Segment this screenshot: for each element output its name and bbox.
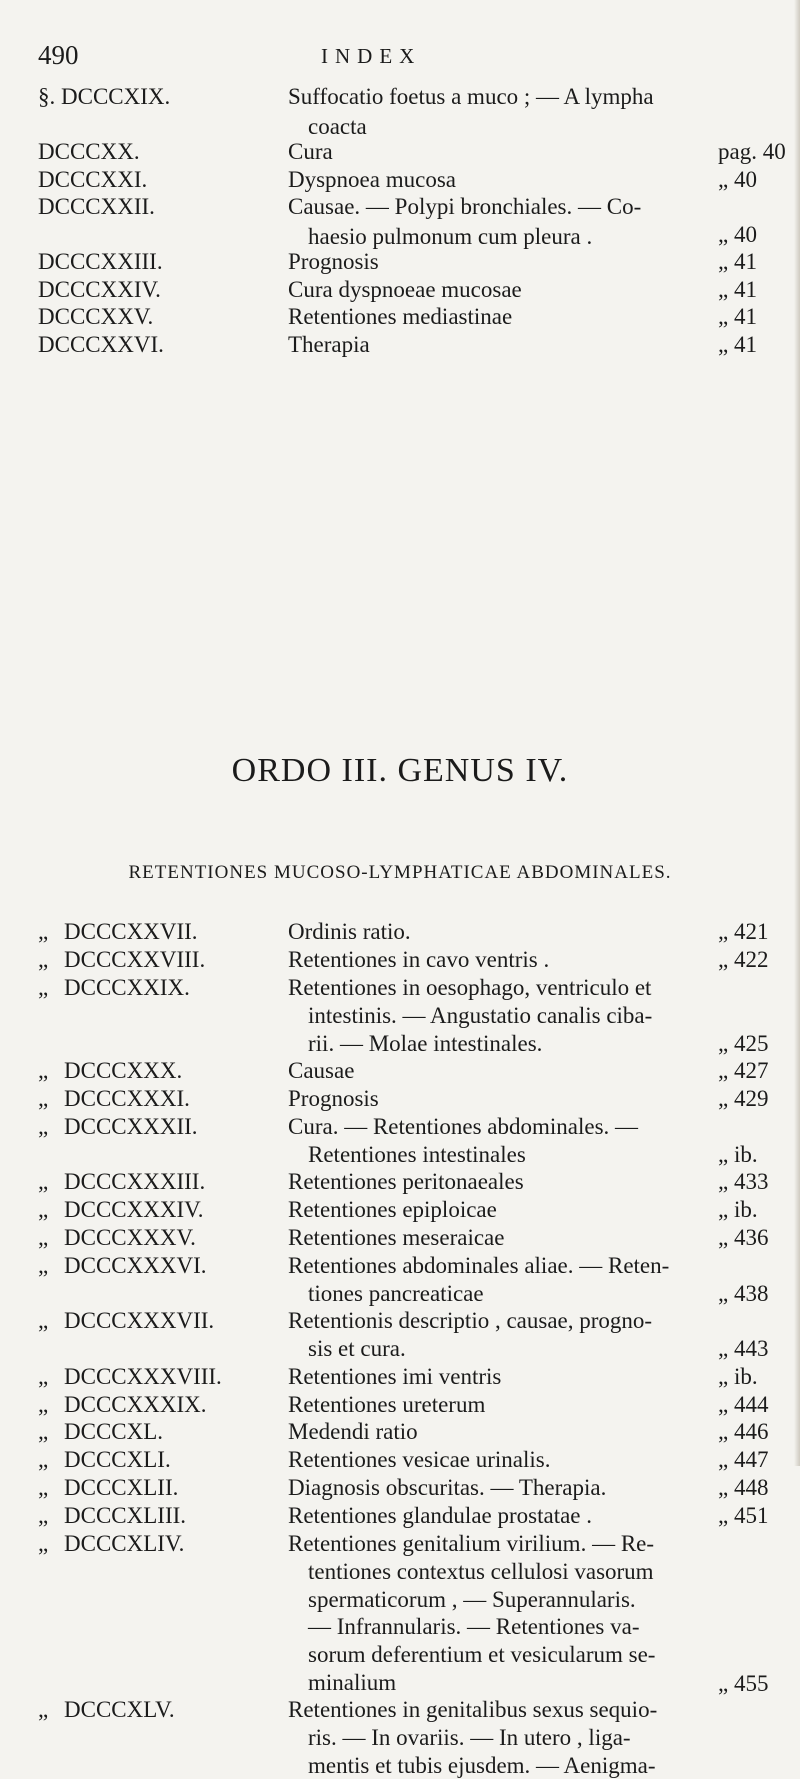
- section-number: „ DCCCXXXV.: [38, 1225, 196, 1250]
- page-reference: „ 41: [718, 332, 757, 357]
- index-entry: [38, 1113, 780, 1169]
- index-entry: [38, 1196, 780, 1224]
- section-number: „ DCCCXLII.: [38, 1475, 179, 1500]
- page-reference: „ 446: [718, 1419, 769, 1444]
- entry-title: Prognosis: [288, 1086, 379, 1111]
- section-number: „ DCCCXXX.: [38, 1058, 183, 1083]
- section-number: „ DCCCXL.: [38, 1419, 164, 1444]
- index-entry: [38, 1391, 780, 1419]
- section-number: DCCCXX.: [38, 139, 140, 164]
- section-number: „ DCCCXLIII.: [38, 1503, 187, 1528]
- section-number: „ DCCCXXXVIII.: [38, 1364, 222, 1389]
- page-reference: „ ib.: [718, 1142, 758, 1167]
- index-entry: [38, 1418, 780, 1446]
- index-entry: [38, 1085, 780, 1113]
- section-number: „ DCCCXXXIII.: [38, 1169, 206, 1194]
- genus-subtitle: RETENTIONES MUCOSO-LYMPHATICAE ABDOMINALES.: [128, 862, 672, 883]
- section-number: „ DCCCXXIX.: [38, 975, 190, 1000]
- page-reference: „ 455: [718, 1671, 769, 1696]
- entry-title: Retentiones ureterum: [288, 1392, 486, 1417]
- entry-title: Retentiones genitalium virilium. — Re- tentiones contextus cellulosi vasorum spermaticorum , — Superannularis. — Infrannularis. — Retentiones va- sorum deferentium et vesicularum se- minalium: [288, 1531, 656, 1695]
- section-number: „ DCCCXXVII.: [38, 919, 198, 944]
- page-reference: „ ib.: [718, 1364, 758, 1389]
- section-number: „ DCCCXLI.: [38, 1447, 171, 1472]
- entry-title: Cura. — Retentiones abdominales. — Retentiones intestinales: [288, 1114, 639, 1167]
- index-entry: [38, 1474, 780, 1502]
- section-number: „ DCCCXXXVI.: [38, 1253, 207, 1278]
- entry-title: Ordinis ratio.: [288, 919, 411, 944]
- index-entry: [38, 165, 780, 195]
- section-number: DCCCXXII.: [38, 194, 155, 219]
- page-reference: „ 436: [718, 1225, 769, 1250]
- page-reference: „ 421: [718, 919, 769, 944]
- index-entry: [38, 82, 780, 142]
- page-reference: „ 427: [718, 1058, 769, 1083]
- index-entry: [38, 1057, 780, 1085]
- section-number: „ DCCCXLIV.: [38, 1531, 185, 1556]
- section-number: „ DCCCXXXIX.: [38, 1392, 207, 1417]
- section-number: „ DCCCXXVIII.: [38, 947, 206, 972]
- entry-title: Retentiones glandulae prostatae .: [288, 1503, 593, 1528]
- entry-title: Retentiones peritonaeales: [288, 1169, 524, 1194]
- entry-title: Retentionis descriptio , causae, progno- sis et cura.: [288, 1308, 653, 1361]
- entry-title: Cura: [288, 139, 333, 164]
- section-number: „ DCCCXXXIV.: [38, 1197, 204, 1222]
- entry-title: Retentiones epiploicae: [288, 1197, 497, 1222]
- section-number: §. DCCCXIX.: [38, 84, 171, 109]
- index-entry: [38, 1696, 780, 1779]
- entry-title: Retentiones in genitalibus sexus sequio- ris. — In ovariis. — In utero , liga- mentis et tubis ejusdem. — Aenigma-: [288, 1697, 658, 1778]
- page-reference: „ 41: [718, 249, 757, 274]
- page-reference: „ 41: [718, 304, 757, 329]
- index-entry: [38, 192, 780, 252]
- page-reference: pag. 40: [718, 139, 786, 164]
- entry-title: Cura dyspnoeae mucosae: [288, 277, 522, 302]
- page-edge-shadow: [794, 0, 800, 1466]
- section-number: DCCCXXVI.: [38, 332, 164, 357]
- page-reference: „ 447: [718, 1447, 769, 1472]
- entry-title: Medendi ratio: [288, 1419, 418, 1444]
- page-reference: „ ib.: [718, 1197, 758, 1222]
- entry-title: Retentiones imi ventris: [288, 1364, 502, 1389]
- index-entry: [38, 918, 780, 946]
- page-reference: „ 425: [718, 1031, 769, 1056]
- section-number: „ DCCCXLV.: [38, 1697, 175, 1722]
- ordo-title: ORDO III. GENUS IV.: [231, 752, 569, 789]
- index-entry: [38, 1168, 780, 1196]
- entry-title: Prognosis: [288, 249, 379, 274]
- index-entry: [38, 974, 780, 1057]
- index-entry: [38, 1224, 780, 1252]
- index-entry: [38, 275, 780, 305]
- section-number: DCCCXXV.: [38, 304, 154, 329]
- entry-title: Causae. — Polypi bronchiales. — Co- haesio pulmonum cum pleura .: [288, 194, 642, 249]
- page-reference: „ 422: [718, 947, 769, 972]
- entry-title: Causae: [288, 1058, 355, 1083]
- page-number: 490: [38, 40, 79, 70]
- page-reference: „ 433: [718, 1169, 769, 1194]
- page-reference: „ 443: [718, 1336, 769, 1361]
- page-reference: „ 40: [718, 167, 757, 192]
- page-reference: „ 40: [718, 222, 757, 247]
- entry-title: Suffocatio foetus a muco ; — A lympha coacta: [288, 84, 654, 139]
- page-reference: „ 41: [718, 277, 757, 302]
- entry-title: Retentiones mediastinae: [288, 304, 513, 329]
- page-reference: „ 448: [718, 1475, 769, 1500]
- index-entry: [38, 1446, 780, 1474]
- index-entry: [38, 302, 780, 332]
- section-number: „ DCCCXXXVII.: [38, 1308, 215, 1333]
- index-entry: [38, 1530, 780, 1697]
- index-entry: [38, 330, 780, 360]
- section-number: DCCCXXI.: [38, 167, 148, 192]
- page-reference: „ 438: [718, 1281, 769, 1306]
- index-entry: [38, 1307, 780, 1363]
- index-entry: [38, 1252, 780, 1308]
- entry-title: Retentiones vesicae urinalis.: [288, 1447, 551, 1472]
- index-entry: [38, 247, 780, 277]
- running-head: INDEX: [321, 44, 422, 68]
- page-reference: „ 451: [718, 1503, 769, 1528]
- entry-title: Diagnosis obscuritas. — Therapia.: [288, 1475, 607, 1500]
- page-reference: „ 429: [718, 1086, 769, 1111]
- section-number: „ DCCCXXXII.: [38, 1114, 198, 1139]
- index-entry: [38, 1502, 780, 1530]
- entry-title: Retentiones in cavo ventris .: [288, 947, 550, 972]
- entry-title: Retentiones in oesophago, ventriculo et intestinis. — Angustatio canalis ciba- rii. — Molae intestinales.: [288, 975, 653, 1056]
- index-entry: [38, 137, 786, 167]
- index-entry: [38, 1363, 780, 1391]
- entry-title: Therapia: [288, 332, 370, 357]
- section-number: DCCCXXIV.: [38, 277, 161, 302]
- section-number: DCCCXXIII.: [38, 249, 163, 274]
- section-number: „ DCCCXXXI.: [38, 1086, 190, 1111]
- page-reference: „ 444: [718, 1392, 769, 1417]
- index-entry: [38, 946, 780, 974]
- entry-title: Retentiones meseraicae: [288, 1225, 505, 1250]
- entry-title: Retentiones abdominales aliae. — Reten- tiones pancreaticae: [288, 1253, 670, 1306]
- entry-title: Dyspnoea mucosa: [288, 167, 456, 192]
